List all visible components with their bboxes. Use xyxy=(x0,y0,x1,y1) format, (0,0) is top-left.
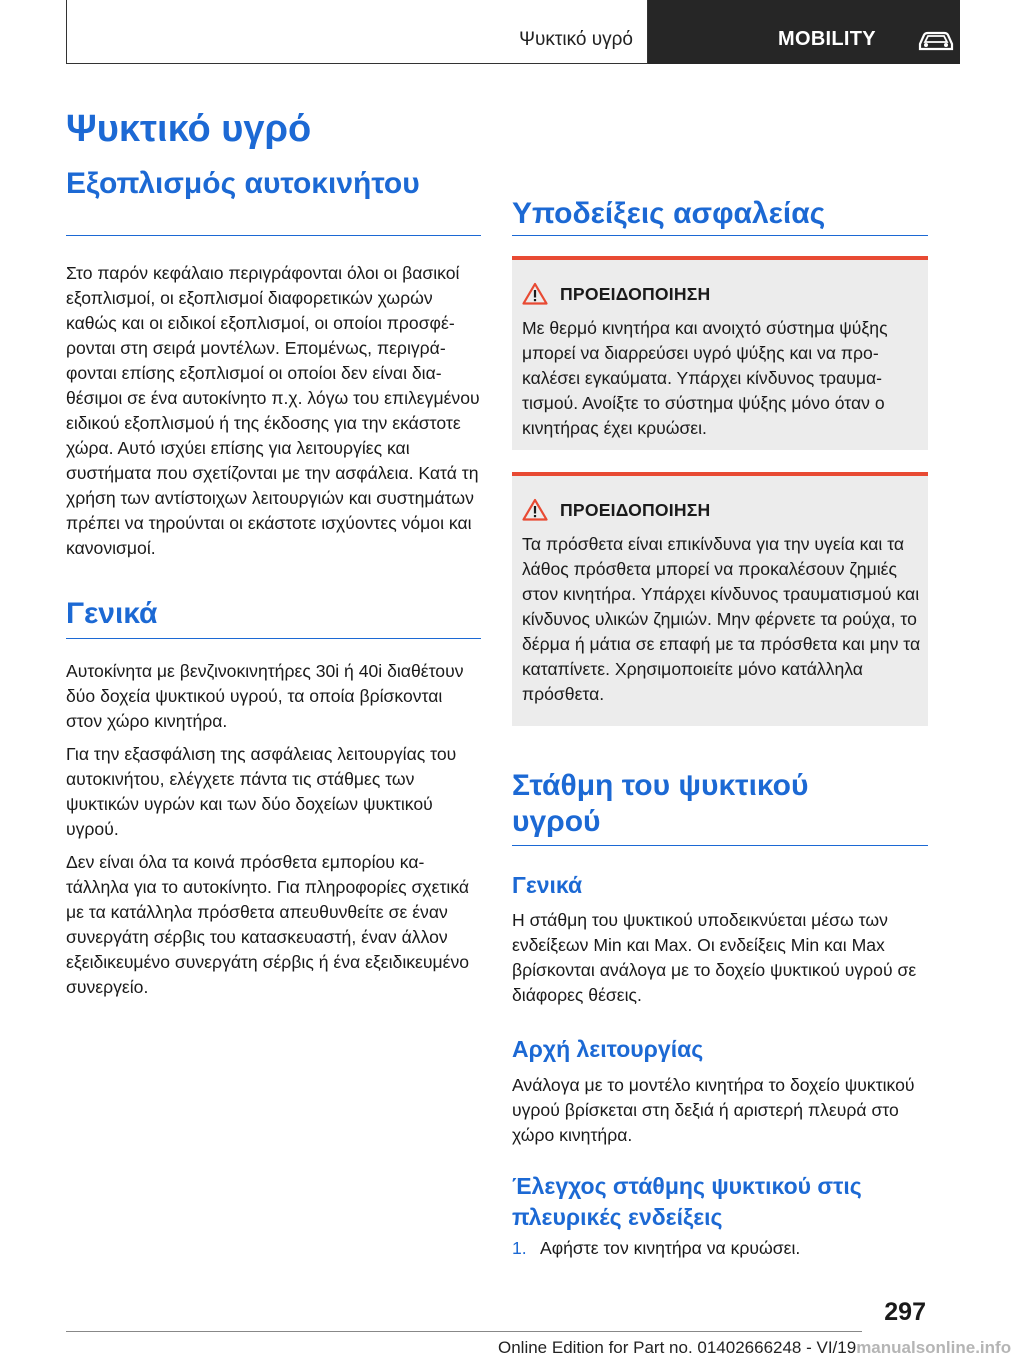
check-level-heading-line-2: πλευρικές ενδείξεις xyxy=(512,1204,723,1230)
warning-text: Τα πρόσθετα είναι επικίνδυνα για την υγεία και τα λάθος πρόσθετα μπορεί να προκαλέσουν ζημιές στον κινητήρα. Υπάρχει κίνδυνος τραυματισμού και κίνδυνος υλικών ζημιών. Μην φέρνετε τα ρούχα, το δέρμα ή μάτια σε επαφή με τα πρόσθετα και μην τα καταπίνετε. Χρησιμοποιείτε μόνο κατάλληλα πρόσθετα. xyxy=(522,534,921,704)
coolant-level-heading xyxy=(512,768,808,840)
footer-edition: Online Edition for Part no. 01402666248 - VI/19 xyxy=(498,1338,857,1357)
coolant-level-heading-line-1: Στάθμη του ψυκτικού xyxy=(512,769,809,802)
equipment-text: Στο παρόν κεφάλαιο περιγράφονται όλοι οι βασικοί εξοπλισμοί, οι εξοπλισμοί διαφορετικών χωρών καθώς και οι ειδικοί εξοπλισμοί, οι οποίοι προσφέρονται στη σειρά μοντέλων. Επομένως, περιγράφονται επίσης εξοπλισμοί οι οποίοι δεν είναι διαθέσιμοι σε ένα αυτοκίνητο π.χ. λόγω του επιλεγμένου ειδικού εξοπλισμού ή της έκδοσης για την εκάστοτε χώρα. Αυτό ισχύει επίσης για λειτουργίες και συστήματα που σχετίζονται με την ασφάλεια. Κατά τη χρήση των αντίστοιχων λειτουργιών και συστημάτων πρέπει να τηρούνται οι εκάστοτε ισχύοντες νόμοι και κανονισμοί. xyxy=(66,263,480,558)
general-paragraph-1: Αυτοκίνητα με βενζινοκινητήρες 30i ή 40i διαθέτουν δύο δοχεία ψυκτικού υγρού, τα οποία βρίσκονται στον χώρο κινητήρα. xyxy=(66,661,464,731)
header-section-tab xyxy=(66,0,648,64)
level-general-heading: Γενικά xyxy=(512,872,583,898)
warning-triangle-icon xyxy=(522,282,548,305)
car-icon xyxy=(916,30,956,52)
coolant-level-divider xyxy=(512,845,928,846)
general-heading: Γενικά xyxy=(66,597,158,630)
equipment-heading: Εξοπλισμός αυτοκινήτου xyxy=(66,167,420,200)
list-item xyxy=(512,1236,928,1261)
warning-box-additives xyxy=(512,472,928,726)
warning-label: ΠΡΟΕΙΔΟΠΟΙΗΣΗ xyxy=(560,284,711,304)
level-general-text: Η στάθμη του ψυκτικού υποδεικνύεται μέσω των ενδείξεων Min και Max. Οι ενδείξεις Min και Max βρίσκονται ανάλογα με το δοχείο ψυκτικού υγρού σε διάφορες θέσεις. xyxy=(512,910,917,1005)
general-paragraph-2: Για την εξασφάλιση της ασφάλειας λειτουργίας του αυτοκινήτου, ελέγχετε πάντα τις στάθμες των ψυκτικών υγρών και των δύο δοχείων ψυκτικού υγρού. xyxy=(66,744,457,839)
footer-watermark: manualsonline.info xyxy=(856,1338,1011,1357)
general-divider xyxy=(66,638,481,639)
warning-label: ΠΡΟΕΙΔΟΠΟΙΗΣΗ xyxy=(560,500,711,520)
check-level-heading xyxy=(512,1171,862,1233)
footer xyxy=(498,1338,1011,1358)
check-level-heading-line-1: Έλεγχος στάθμης ψυκτικού στις xyxy=(512,1173,862,1199)
page-number: 297 xyxy=(884,1298,926,1326)
coolant-level-heading-line-2: υγρού xyxy=(512,805,601,838)
general-paragraph-3: Δεν είναι όλα τα κοινά πρόσθετα εμπορίου κατάλληλα για το αυτοκίνητο. Για πληροφορίες σχετικά με τα κατάλληλα πρόσθετα απευθυνθείτε σε έναν συνεργάτη σέρβις του κατασκευαστή, έναν άλλον εξειδικευμένο συνεργάτη σέρβις ή ένα εξειδικευμένο συνεργείο. xyxy=(66,852,470,997)
header-category-tab xyxy=(648,0,960,64)
warning-text: Με θερμό κινητήρα και ανοιχτό σύστημα ψύξης μπορεί να διαρρεύσει υγρό ψύξης και να προκαλέσει εγκαύματα. Υπάρχει κίνδυνος τραυματισμού. Ανοίξτε το σύστημα ψύξης μόνο όταν ο κινητήρας έχει κρυώσει. xyxy=(522,318,888,438)
warning-box-hot-engine xyxy=(512,256,928,450)
warning-triangle-icon xyxy=(522,498,548,521)
step-number: 1. xyxy=(512,1238,527,1258)
principle-heading: Αρχή λειτουργίας xyxy=(512,1036,704,1062)
safety-divider xyxy=(512,235,928,236)
footer-divider xyxy=(66,1331,862,1332)
page-title: Ψυκτικό υγρό xyxy=(66,108,312,150)
step-text: Αφήστε τον κινητήρα να κρυώσει. xyxy=(540,1238,801,1258)
header-category-label: MOBILITY xyxy=(778,28,876,50)
header-section-label: Ψυκτικό υγρό xyxy=(519,29,633,50)
safety-heading: Υποδείξεις ασφαλείας xyxy=(512,197,826,230)
check-level-steps xyxy=(512,1236,928,1261)
equipment-divider xyxy=(66,235,481,236)
principle-text: Ανάλογα με το μοντέλο κινητήρα το δοχείο ψυκτικού υγρού βρίσκεται στη δεξιά ή αριστερή πλευρά στο χώρο κινητήρα. xyxy=(512,1075,915,1145)
